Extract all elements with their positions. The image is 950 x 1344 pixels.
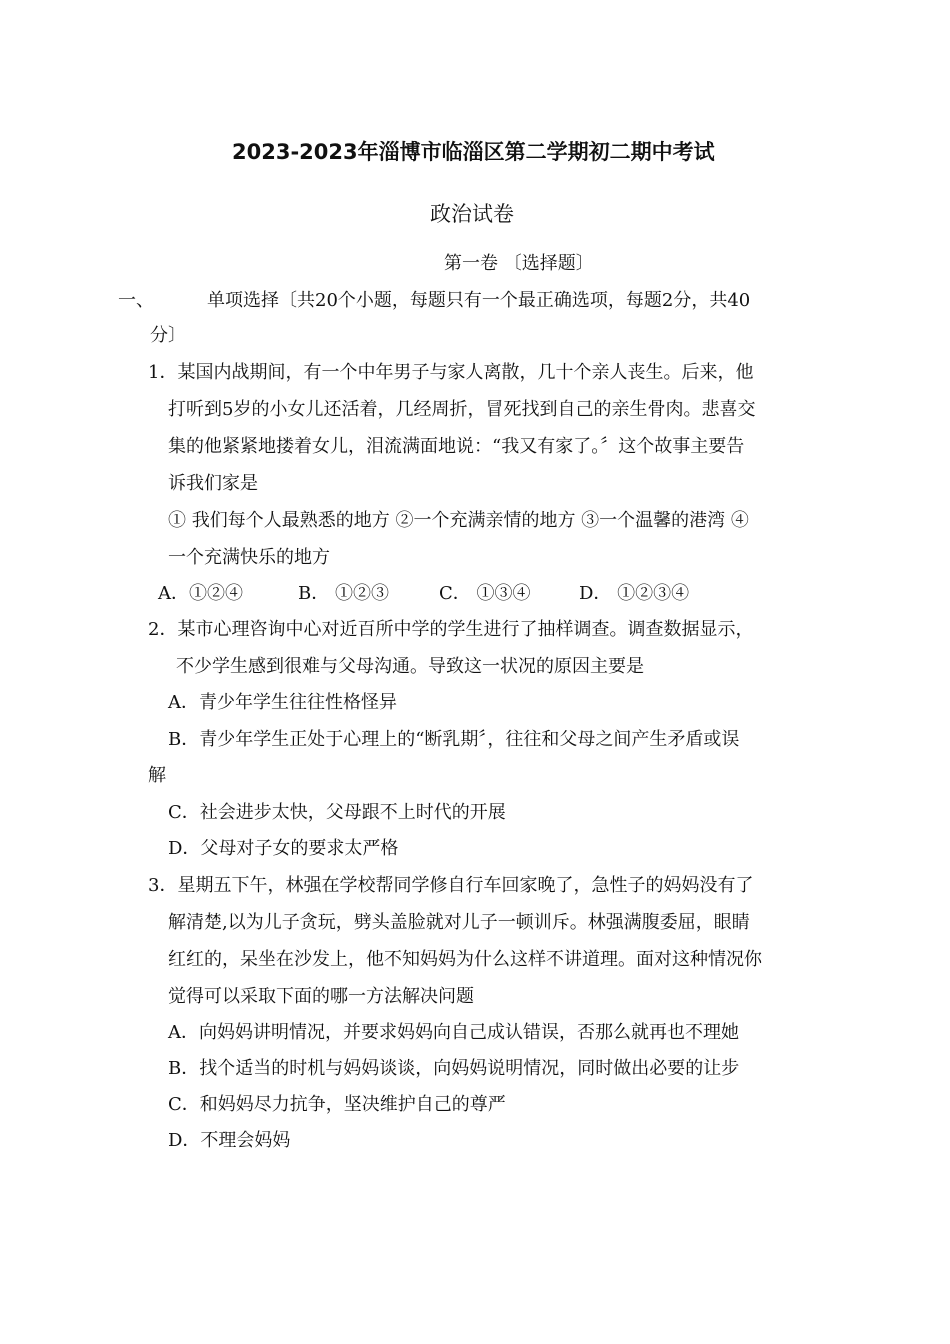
option-d[interactable]: D．父母对子女的要求太严格: [168, 838, 399, 859]
option-b-cont: 解: [148, 765, 166, 786]
option-a[interactable]: A．青少年学生往往性格怪异: [168, 692, 397, 713]
option-b[interactable]: B．找个适当的时机与妈妈谈谈，向妈妈说明情况，同时做出必要的让步: [168, 1058, 740, 1079]
option-c[interactable]: C．社会进步太快，父母跟不上时代的开展: [168, 802, 506, 823]
question-text: 3．星期五下午，林强在学校帮同学修自行车回家晚了，急性子的妈妈没有了: [148, 875, 754, 896]
exam-title: 2023-2023年淄博市临淄区第二学期初二期中考试: [232, 140, 715, 164]
option-c[interactable]: C．和妈妈尽力抗争，坚决维护自己的尊严: [168, 1094, 506, 1115]
question-text: 红红的，呆坐在沙发上，他不知妈妈为什么这样不讲道理。面对这种情况你: [168, 949, 762, 970]
question-text: 打听到5岁的小女儿还活着，几经周折，冒死找到自己的亲生骨肉。悲喜交: [168, 399, 756, 420]
question-text: 不少学生感到很难与父母沟通。导致这一状况的原因主要是: [176, 656, 644, 677]
option-d[interactable]: D． ①②③④: [579, 583, 690, 604]
question-text: ① 我们每个人最熟悉的地方 ②一个充满亲情的地方 ③一个温馨的港湾 ④: [168, 510, 749, 531]
option-b[interactable]: B． ①②③: [298, 583, 389, 604]
option-d[interactable]: D．不理会妈妈: [168, 1130, 291, 1151]
part-heading: 单项选择〔共20个小题，每题只有一个最正确选项，每题2分，共40: [207, 290, 751, 311]
question-text: 集的他紧紧地搂着女儿，泪流满面地说：“我又有家了。〞这个故事主要告: [168, 436, 745, 457]
option-a[interactable]: A．①②④: [158, 583, 243, 604]
option-b[interactable]: B．青少年学生正处于心理上的“断乳期〞，往往和父母之间产生矛盾或误: [168, 729, 740, 750]
exam-subtitle: 政治试卷: [430, 202, 514, 226]
section-heading: 第一卷 〔选择题〕: [444, 253, 594, 274]
question-text: 2．某市心理咨询中心对近百所中学的学生进行了抽样调查。调查数据显示，: [148, 619, 754, 640]
option-c[interactable]: C． ①③④: [439, 583, 531, 604]
question-text: 诉我们家是: [168, 473, 258, 494]
option-a[interactable]: A．向妈妈讲明情况，并要求妈妈向自己成认错误，否那么就再也不理她: [168, 1022, 739, 1043]
question-text: 一个充满快乐的地方: [168, 547, 330, 568]
question-text: 解清楚,以为儿子贪玩，劈头盖脸就对儿子一顿训斥。林强满腹委屈，眼睛: [168, 912, 750, 933]
part-number: 一、: [118, 290, 154, 311]
part-heading-cont: 分〕: [150, 325, 186, 346]
question-text: 1．某国内战期间，有一个中年男子与家人离散，几十个亲人丧生。后来，他: [148, 362, 754, 383]
question-text: 觉得可以采取下面的哪一方法解决问题: [168, 986, 474, 1007]
